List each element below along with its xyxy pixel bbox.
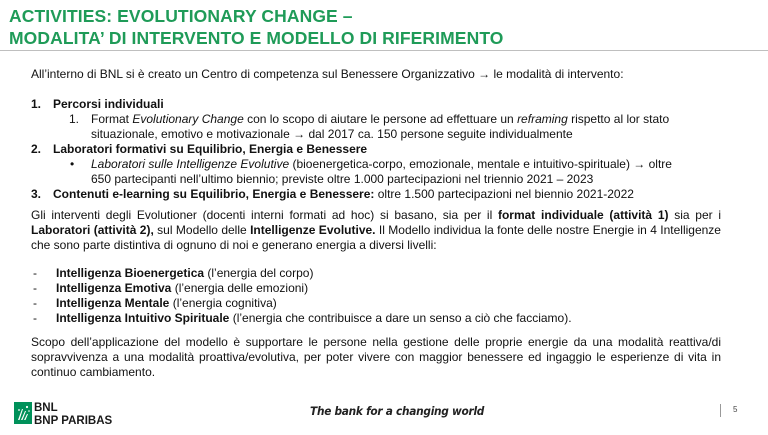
bank-logo-text	[34, 402, 112, 428]
footer-divider	[720, 404, 721, 417]
intelligence-desc: (l’energia che contribuisce a dare un senso a ciò che facciamo).	[229, 311, 572, 325]
paragraph1-part1: Gli interventi degli Evolutioner (docenti interni formati ad hoc) si basano, sia per il	[31, 208, 498, 222]
paragraph1-part2: sia per i	[668, 208, 722, 222]
section2-bullet: •	[70, 157, 75, 171]
paragraph1-bold2: Laboratori (attività 2),	[31, 223, 154, 237]
list-item	[56, 266, 313, 281]
list-item-dash: -	[33, 266, 37, 280]
paragraph1-part3: sul Modello delle	[153, 223, 251, 237]
slide-title	[9, 5, 749, 49]
section1-heading: Percorsi individuali	[53, 97, 164, 111]
list-item	[56, 281, 308, 296]
paragraph-scope: Scopo dell’applicazione del modello è supportare le persone nella gestione delle proprie energie da una modalità reattiva/di sopravvivenza a una modalità proattiva/evolutiva, per poter vivere con maggior benessere ed ingaggio le esperienze di vita in continuo cambiamento.	[31, 335, 721, 379]
title-divider	[0, 50, 768, 51]
list-item	[56, 296, 277, 311]
section1-sub-line1	[91, 112, 669, 127]
section1-sub-post: rispetto al lor stato	[567, 112, 670, 126]
bnp-star-logo-icon	[14, 402, 32, 424]
bank-tagline: The bank for a changing world	[310, 404, 485, 418]
intelligence-desc: (l’energia cognitiva)	[169, 296, 277, 310]
intelligence-desc: (l’energia delle emozioni)	[171, 281, 309, 295]
section1-reframing: reframing	[517, 112, 568, 126]
list-item-dash: -	[33, 311, 37, 325]
list-item	[56, 311, 572, 326]
intelligence-name: Intelligenza Bioenergetica	[56, 266, 205, 280]
section2-sub-post: (bioenergetica-corpo, emozionale, mentale e intuitivo-spirituale) → oltre	[289, 157, 672, 171]
section2-number: 2.	[31, 142, 42, 156]
list-item-dash: -	[33, 281, 37, 295]
section2-lab-name: Laboratori sulle Intelligenze Evolutive	[91, 157, 290, 171]
paragraph1-bold1: format individuale (attività 1)	[497, 208, 669, 222]
logo-bnp-paribas: BNP PARIBAS	[34, 415, 113, 427]
section3-line	[53, 187, 634, 202]
section2-heading: Laboratori formativi su Equilibrio, Energia e Benessere	[53, 142, 368, 156]
section2-sub-line1	[91, 157, 672, 172]
slide-title-line2: MODALITA’ DI INTERVENTO E MODELLO DI RIFERIMENTO	[9, 28, 504, 48]
section1-format-name: Evolutionary Change	[132, 112, 244, 126]
section1-sub-mid: con lo scopo di aiutare le persone ad effettuare un	[243, 112, 518, 126]
section3-post: oltre 1.500 partecipazioni nel biennio 2021-2022	[374, 187, 634, 201]
intelligence-desc: (l’energia del corpo)	[204, 266, 314, 280]
page-number: 5	[733, 405, 738, 414]
section1-number: 1.	[31, 97, 42, 111]
intelligence-name: Intelligenza Mentale	[56, 296, 170, 310]
section1-sub-line2: situazionale, emotivo e motivazionale → dal 2017 ca. 150 persone seguite individualmente	[91, 127, 573, 141]
paragraph-model	[31, 208, 721, 253]
logo-bnl: BNL	[34, 402, 58, 414]
section2-sub-line2: 650 partecipanti nell’ultimo biennio; previste oltre 1.000 partecipazioni nel triennio 2021 – 2023	[91, 172, 594, 186]
paragraph1-bold3: Intelligenze Evolutive.	[250, 223, 376, 237]
intro-text: All’interno di BNL si è creato un Centro di competenza sul Benessere Organizzativo → le modalità di intervento:	[31, 67, 624, 81]
slide-title-line1: ACTIVITIES: EVOLUTIONARY CHANGE –	[9, 6, 353, 26]
section1-sub-pre: Format	[91, 112, 133, 126]
paragraph1-part4: Il Modello individua la fonte delle nostre Energie in 4 Intelligenze che sono parte distintiva di ognuno di noi e generano energia a diversi livelli:	[31, 223, 721, 252]
section1-sub-number: 1.	[69, 112, 80, 126]
intelligence-name: Intelligenza Emotiva	[56, 281, 172, 295]
list-item-dash: -	[33, 296, 37, 310]
section3-number: 3.	[31, 187, 42, 201]
section3-heading: Contenuti e-learning su Equilibrio, Energia e Benessere:	[53, 187, 375, 201]
intelligence-name: Intelligenza Intuitivo Spirituale	[56, 311, 230, 325]
